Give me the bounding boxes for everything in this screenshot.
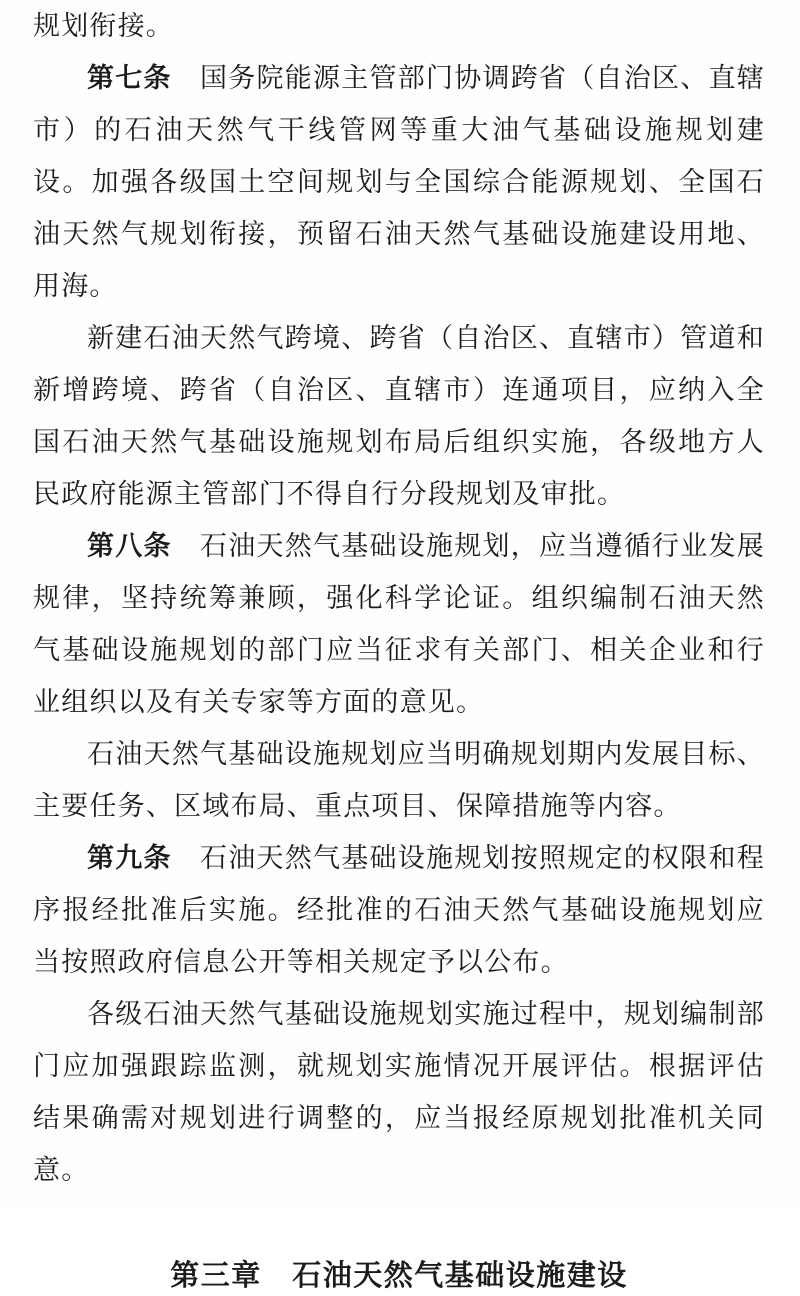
paragraph-list <box>33 52 765 1196</box>
paragraph: 石油天然气基础设施规划应当明确规划期内发展目标、主要任务、区域布局、重点项目、保障措施等内容。 <box>33 739 765 821</box>
paragraph: 第七条 国务院能源主管部门协调跨省（自治区、直辖市）的石油天然气干线管网等重大油气基础设施规划建设。加强各级国土空间规划与全国综合能源规划、全国石油天然气规划衔接，预留石油天然气基础设施建设用地、用海。 <box>33 63 765 301</box>
paragraph: 第八条 石油天然气基础设施规划，应当遵循行业发展规律，坚持统筹兼顾，强化科学论证。组织编制石油天然气基础设施规划的部门应当征求有关部门、相关企业和行业组织以及有关专家等方面的意见。 <box>33 531 765 717</box>
article-label: 第七条 <box>87 63 172 93</box>
article-label: 第八条 <box>87 531 172 561</box>
paragraph: 新建石油天然气跨境、跨省（自治区、直辖市）管道和新增跨境、跨省（自治区、直辖市）连通项目，应纳入全国石油天然气基础设施规划布局后组织实施，各级地方人民政府能源主管部门不得自行分段规划及审批。 <box>33 323 765 509</box>
chapter-heading: 第三章 石油天然气基础设施建设 <box>170 1260 628 1292</box>
paragraph-continuation: 规划衔接。 <box>33 11 174 41</box>
article-label: 第九条 <box>87 843 172 873</box>
document-body <box>33 0 765 1296</box>
paragraph: 各级石油天然气基础设施规划实施过程中，规划编制部门应加强跟踪监测，就规划实施情况开展评估。根据评估结果确需对规划进行调整的，应当报经原规划批准机关同意。 <box>33 999 765 1185</box>
paragraph: 第九条 石油天然气基础设施规划按照规定的权限和程序报经批准后实施。经批准的石油天然气基础设施规划应当按照政府信息公开等相关规定予以公布。 <box>33 843 765 977</box>
